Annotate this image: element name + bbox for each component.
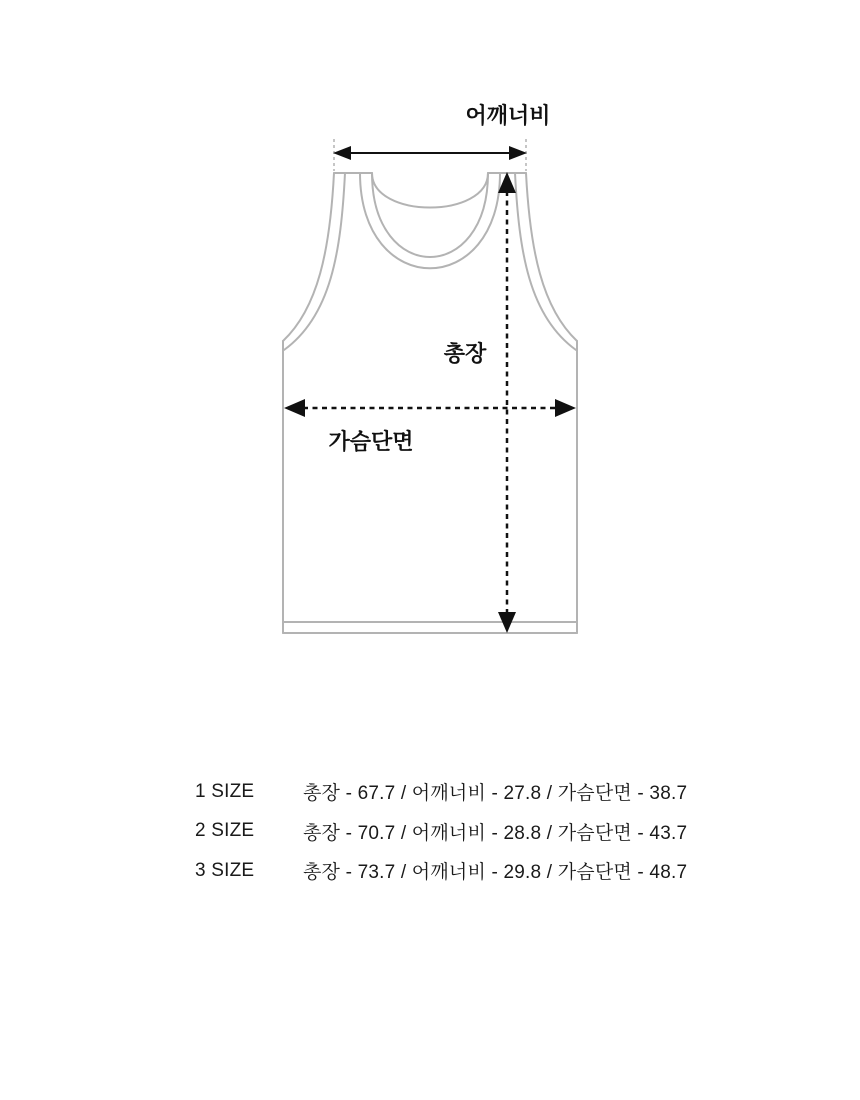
size-row-label: 1 SIZE xyxy=(195,780,255,802)
shoulder-arrowhead-right xyxy=(509,146,527,160)
size-table xyxy=(0,772,860,891)
chest-arrowhead-left xyxy=(284,399,305,417)
shoulder-width-label: 어깨너비 xyxy=(465,103,551,128)
size-table-row xyxy=(0,851,860,891)
garment-outline xyxy=(283,173,577,633)
size-row-values: 총장 - 73.7 / 어깨너비 - 29.8 / 가슴단면 - 48.7 xyxy=(303,862,688,884)
size-row-label: 3 SIZE xyxy=(195,859,255,881)
dimension-arrowheads xyxy=(284,146,576,633)
armhole-left-edge xyxy=(283,173,334,341)
armhole-left-stitch xyxy=(284,173,345,350)
front-neckline-edge xyxy=(372,173,488,257)
shoulder-arrowhead-left xyxy=(333,146,351,160)
size-table-row xyxy=(0,812,860,852)
back-neckline xyxy=(372,173,488,208)
size-row-values: 총장 - 70.7 / 어깨너비 - 28.8 / 가슴단면 - 43.7 xyxy=(303,822,688,844)
hem-lines xyxy=(283,622,577,633)
size-table-row xyxy=(0,772,860,812)
side-seams xyxy=(283,341,577,633)
total-length-label: 총장 xyxy=(443,341,487,366)
extension-lines xyxy=(334,139,526,171)
size-row-values: 총장 - 67.7 / 어깨너비 - 27.8 / 가슴단면 - 38.7 xyxy=(303,783,688,805)
armhole-right-stitch xyxy=(515,173,576,350)
chest-arrowhead-right xyxy=(555,399,576,417)
armhole-right-edge xyxy=(526,173,577,341)
chest-width-label: 가슴단면 xyxy=(328,429,414,454)
size-row-label: 2 SIZE xyxy=(195,820,255,842)
